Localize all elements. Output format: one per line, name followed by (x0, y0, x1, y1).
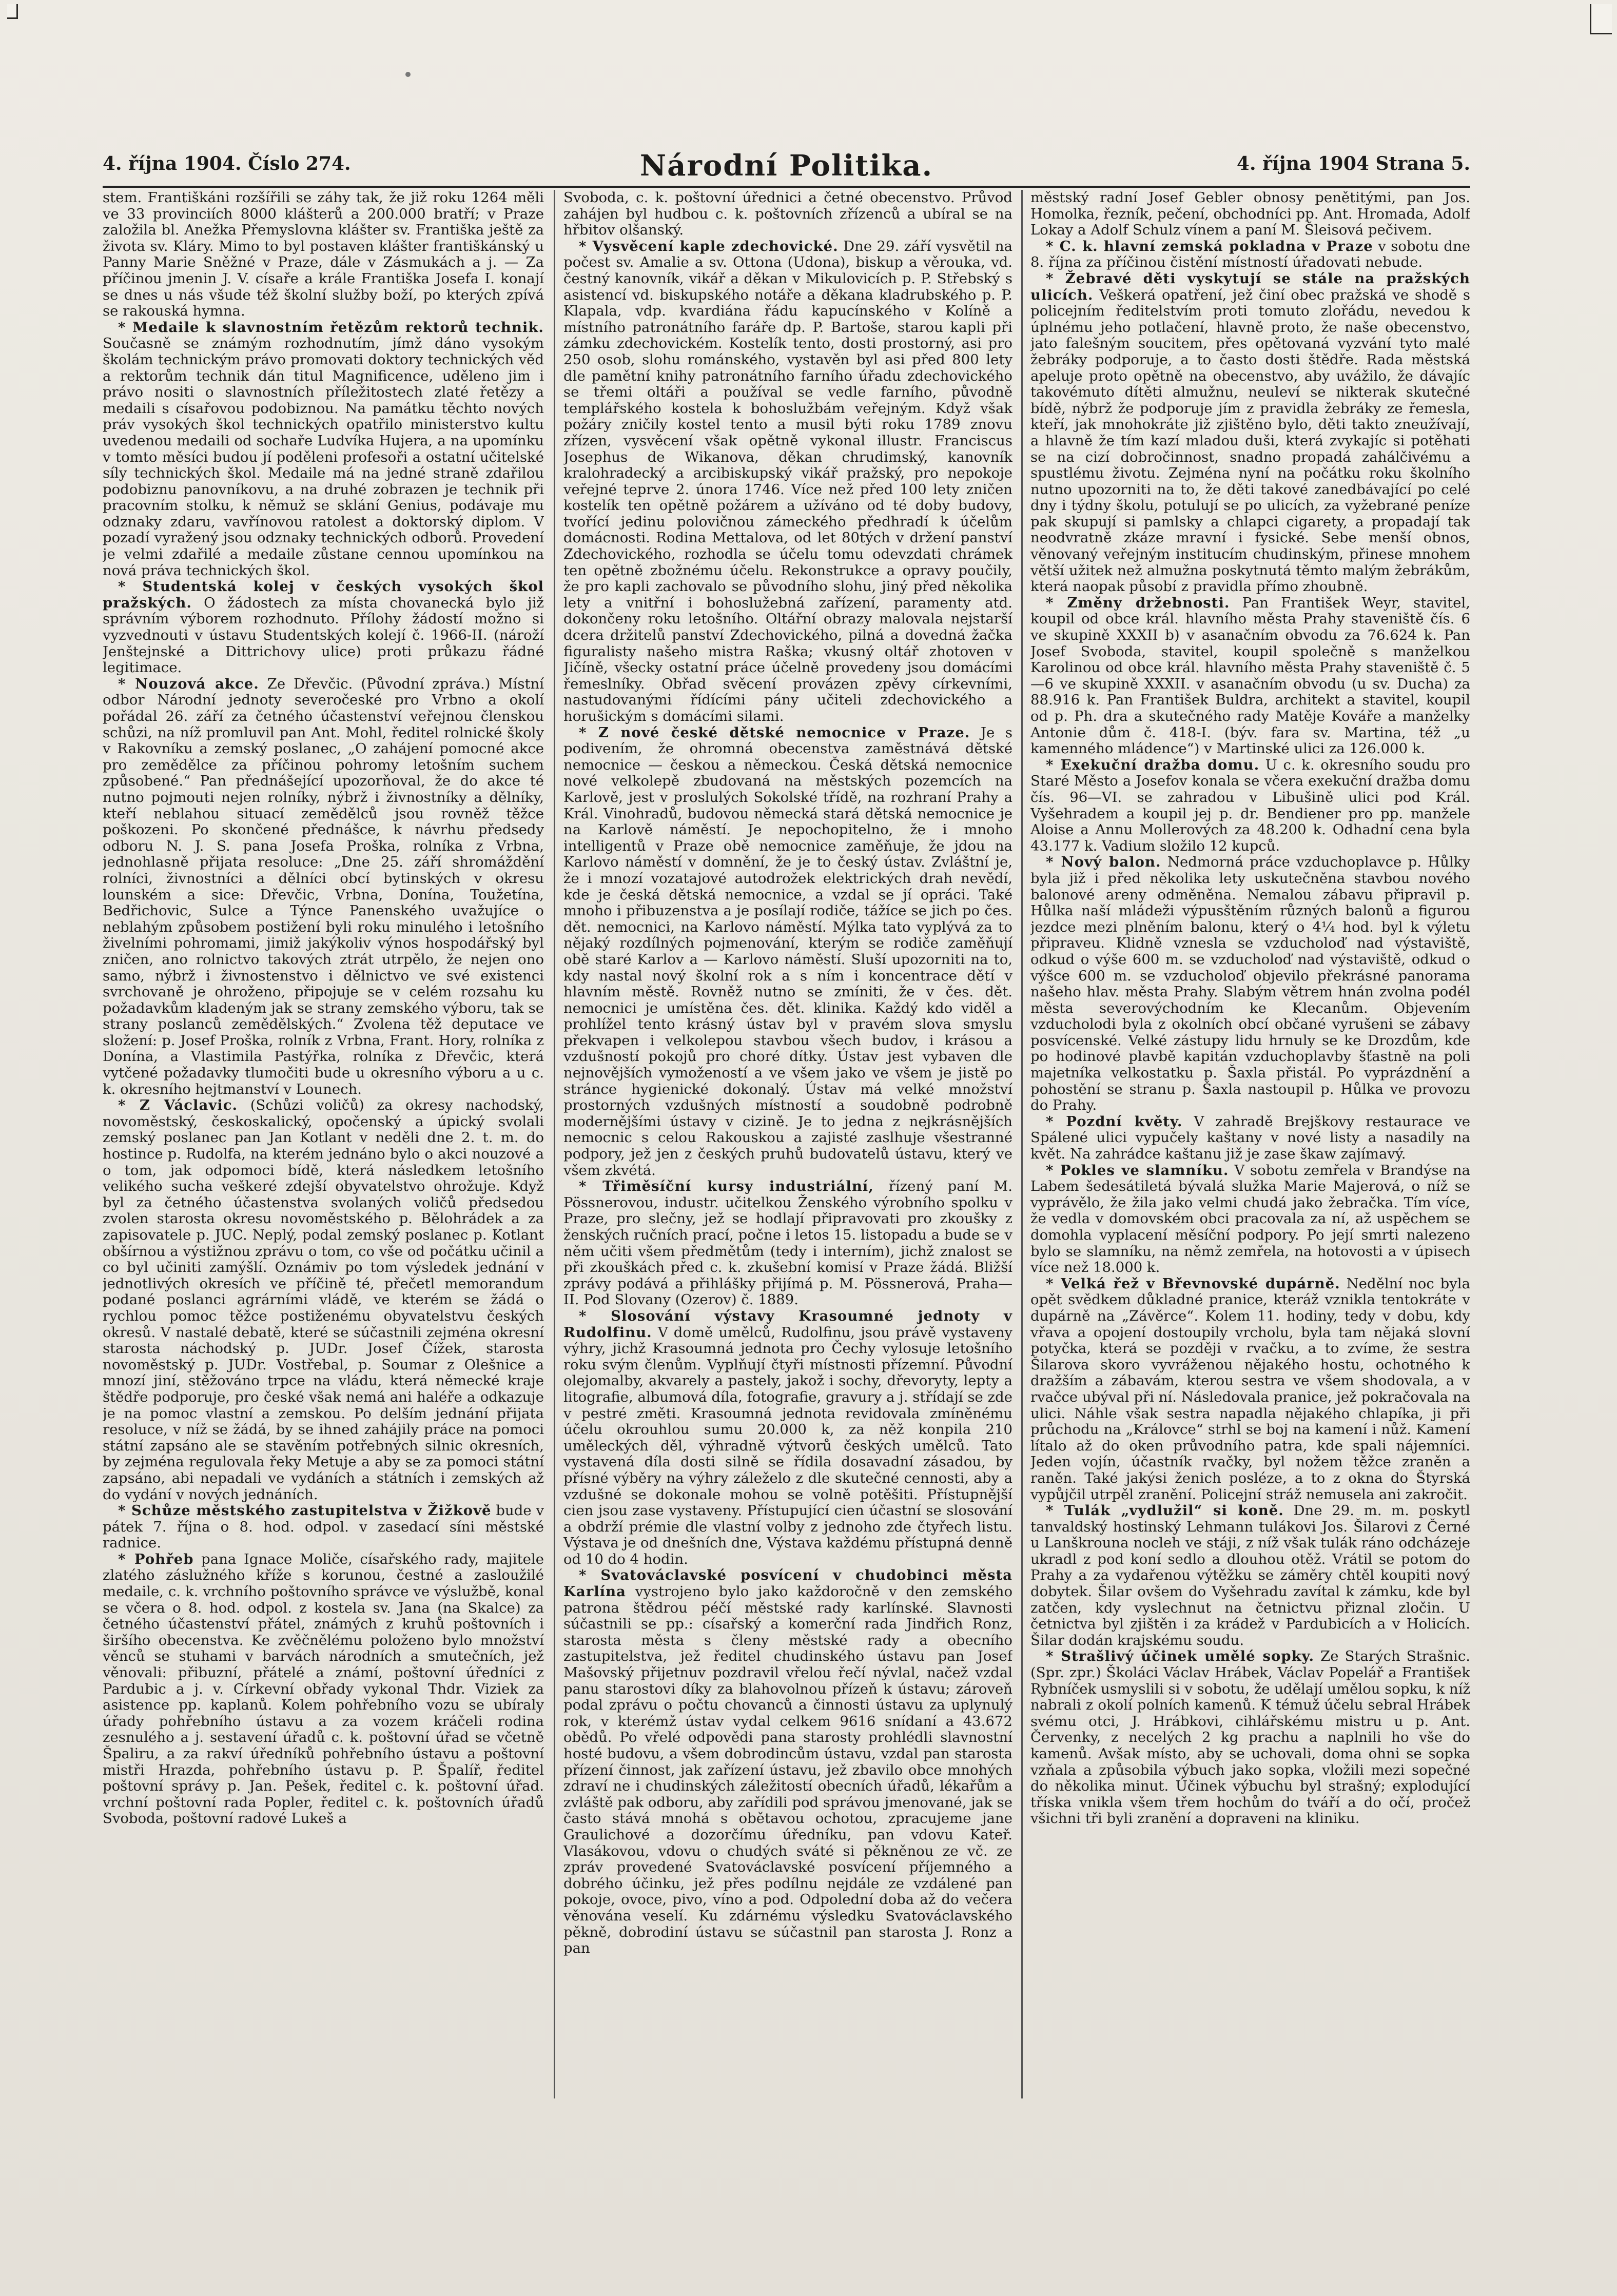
news-item-heading: * Studentská kolej v českých vysokých škol pražských. (103, 578, 544, 611)
news-item-heading: * Změny držebnosti. (1046, 594, 1230, 611)
news-item-text: Nedělní noc byla opět svědkem důkladné pranice, kteráž vznikla tentokráte v dupárně na „Závěrce“. Kolem 11. hodiny, tedy v dobu, kdy vřava a opojení dostoupily vrcholu, byla tam nějaká slovní potyčka, která se později v rvačku, a to zvíme, že sestra Šilarova skoro vyvráženou nějakého hostu, ochotného k dražším a zábavám, kterou sestra ve všem shodovala, a v rvačce ubýval při ní. Následovala pranice, jež pokračovala na ulici. Náhle však sestra napadla nějakého chlapíka, ji při průchodu na „Královce“ strhl se boj na kamení i nůž. Kamení lítalo až do oken průvodního patra, kde spali nájemníci. Jeden vojín, účastník rvačky, byl nožem těžce zraněn a raněn. Také jakýsi ženich posléze, a to z okna do Štyrská vypůjčil utrpěl zranění. Policejní stráž nemusela ani zakročit. (1030, 1275, 1470, 1503)
news-item-heading: * Pozdní květy. (1046, 1113, 1183, 1130)
news-item-text: Současně se známým rozhodnutím, jímž dáno vysokým školám technickým právo promovati doktory technických věd a rektorům technik dán titul Magnificence, uděleno jim i právo nositi o slavnostních příležitostech zlaté řetězy a medaili s císařovou podobiznou. Na památku těchto nových práv vysokých škol technických opatřilo ministerstvo kultu uvedenou medaili od sochaře Ludvíka Hujera, a na upomínku v tomto měsíci budou jí poděleni profesoři a ostatní učitelské síly technických škol. Medaile má na jedné straně zdařilou podobiznu panovníkovu, a na druhé zobrazen je technik při pracovním stolku, k němuž se sklání Genius, podávaje mu odznaky zdaru, vavřínovou ratolest a doktorský diplom. V pozadí vyražený jsou odznaky technických odborů. Provedení je velmi zdařilé a medaile zůstane cennou upomínkou na nová práva technických škol. (103, 335, 544, 579)
news-item (103, 1552, 544, 1827)
scan-corner-mark (1590, 4, 1612, 34)
news-item-heading: * Z nové české dětské nemocnice v Praze. (579, 724, 970, 741)
news-item-heading: * C. k. hlavní zemská pokladna v Praze (1046, 238, 1373, 254)
continued-paragraph (563, 190, 1012, 239)
continued-paragraph (1030, 190, 1470, 239)
news-item-heading: * Svatováclavské posvícení v chudobinci města Karlína (563, 1567, 1012, 1600)
news-item-text: V domě umělců, Rudolfinu, jsou právě vystaveny výhry, jichž Krasoumná jednota pro Čechy vylosuje letošního roku svým členům. Vyplňují čtyři místnosti přízemní. Původní olejomalby, akvarely a pastely, jakož i sochy, dřevoryty, lepty a litografie, albumová díla, fotografie, gravury a j. střídají se zde v pestré změti. Krasoumná jednota revidovala zmíněnému účelu okrouhlou sumu 20.000 k, za něž konpila 210 uměleckých děl, výhradně výtvorů českých umělců. Tato vystavená díla dosti silně se řídila dosavadní zásadou, by přísné výběry na výhry záleželo z dle skutečné cennosti, aby a vzdušné se dokonale mohou se volně potěšiti. Přístupnější cien jsou zase vystaveny. Přístupující cien účastní se slosování a obdrží prémie dle vlastní volby z jednoho zde čtyřech listu. Výstava je od dnešních dne, Výstava každému přístupná denně od 10 do 4 hodin. (563, 1324, 1012, 1567)
news-item-text: řízený paní M. Pössnerovou, industr. učitelkou Ženského výrobního spolku v Praze, pro slečny, jež se hodlají připravovati pro zkoušky z ženských ručních prací, počne i letos 15. listopadu a bude se v něm učiti všem předmětům (tedy i interním), jichž znalost se při zkouškách před c. k. zkušební komisí v Praze žádá. Bližší zprávy podává a přihlášky přijímá p. M. Pössnerová, Praha—II. Pod Slovany (Ozerov) č. 1889. (563, 1178, 1012, 1308)
column-divider (554, 190, 555, 2098)
news-item (1030, 1276, 1470, 1503)
news-item (103, 320, 544, 579)
running-head (103, 149, 1470, 183)
news-item-text: Veškerá opatření, jež činí obec pražská ve shodě s policejním ředitelstvím proti tomuto zlořádu, nevedou k úplnému jeho potlačení, hlavně proto, že naše obecenstvo, jato falešným soucitem, přes opětovaná vyzvání tyto malé žebráky podporuje, a to často dosti štědře. Rada městská apeluje proto opětně na obecenstvo, aby uvážilo, že dávajíc takovémuto dítěti almužnu, neuleví se nikterak skutečné bídě, nýbrž že podporuje jím z pravidla žebráky ze řemesla, kteří, jak mnohokráte již zjištěno bylo, děti takto zneužívají, a hlavně že tím kazí mladou duši, která zvykajíc si potěhati se na cizí dobročinnost, snadno propadá zahálčivému a spustlému životu. Zejména nyní na počátku roku školního nutno upozorniti na to, že děti takové zanedbávající po celé dny i týdny školu, potulují se po ulicích, za vyžebrané peníze pak skupují si pamlsky a chlapci cigarety, a propadají tak neodvratně zkáze mravní i fysické. Sebe menší obnos, věnovaný veřejným institucím chudinským, přinese mnohem větší užitek než almužna poskytnutá těmto malým žebrákům, která naopak působí z pravidla přímo zhoubně. (1030, 286, 1470, 595)
issue-date: 4. října 1904. Číslo 274. (103, 153, 351, 174)
text-column-3 (1030, 190, 1470, 2098)
news-item (1030, 757, 1470, 855)
news-item-text: vystrojeno bylo jako každoročně v den zemského patrona štědrou péčí městské rady karlínské. Slavnosti súčastnili se pp.: císařský a komerční rada Jindřich Ronz, starosta města s členy městské rady a obecního zastupitelstva, jež ředitel chudinského ústavu pan Josef Mašovský přijetnuv pozdravil vřelou řečí nývlal, načež vzdal panu starostovi díky za blahovolnou přízeň k ústavu; zároveň podal zprávu o počtu chovanců a činnosti ústavu za uplynulý rok, v kterémž ústav vydal celkem 9616 snídaní a 43.672 obědů. Po vřelé odpovědi pana starosty prohlédli slavnostní hosté budovu, a všem dobrodincům ústavu, vzdal pan starosta přízení činnost, jak zařízení ústavu, jež zbavilo obce mnohých zdraví ne i chudinských záležitostí obecních úřadů, lékařům a zvláště pak odboru, aby zařídili pod správou jmenované, jak se často stává mnohá s obětavou ochotou, zpracujeme jane Graulichové a dozorčímu úředníku, pan vdovu Kateř. Vlasákovou, vdovu o chudých sváté si pěkněnou ze vč. ze zpráv provedené Svatováclavské posvícení příjemného a dobrého účinku, jež přes podílnu nejdále ze vzdálené pan pokoje, ovoce, pivo, víno a pod. Odpolední doba až do večera věnována veselí. Ku zdárnému výsledku Svatováclavského pěkně, dobrodiní ústavu se súčastnil pan starosta J. Ronz a pan (563, 1583, 1012, 1957)
news-item-text: Svoboda, c. k. poštovní úřednici a četné obecenstvo. Průvod zahájen byl hudbou c. k. poštovních zřízenců a ubíral se na hřbitov olšanský. (563, 190, 1012, 239)
news-item (1030, 1503, 1470, 1649)
news-item-text: městský radní Josef Gebler obnosy penětitými, pan Jos. Homolka, řezník, pečení, obchodníci pp. Ant. Hromada, Adolf Lokay a Adolf Schulz vínem a paní M. Šleisová pečivem. (1030, 190, 1470, 239)
news-item-heading: * Velká řež v Břevnovské dupárně. (1046, 1275, 1340, 1292)
news-item-heading: * Medaile k slavnostním řetězům rektorů technik. (118, 319, 544, 336)
news-item-text: Dne 29. září vysvětil na počest sv. Amalie a sv. Ottona (Udona), biskup a věrouka, vd. čestný kanovník, vikář a děkan v Mikulovicích p. P. Střebský s asistencí vd. biskupského notáře a děkana kladrubského p. P. Klapala, vdp. kvardiána řádu kapucínského v Kolíně a místního patronátního faráře dp. P. Bartoše, starou kapli při zámku zdechovickém. Kostelík tento, dosti prostorný, asi pro 250 osob, slohu románského, vystavěn byl asi před 800 lety dle pamětní knihy patronátního farního úřadu zdechovického se třemi oltáři a používal se vedle farního, původně templářského kostela k bohoslužbám veřejným. Když však požáry zničily kostel tento a musil býti roku 1789 znovu zřízen, vysvěcení však opětně vykonal illustr. Franciscus Josephus de Wikanova, děkan chrudimský, kanovník kralohradecký a arcibiskupský vikář pražský, pro nepokoje veřejné teprve 2. února 1746. Více než před 100 lety zničen kostelík ten opětně požárem a užíváno od té doby budovy, tvořící jedinu polovičnou zámeckého předhradí k účelům domácnosti. Rodina Mettalova, od let 80tých v držení panství Zdechovického, rozhodla se účelu tomu odevzdati chrámek ten opětně zbožnému účelu. Rekonstrukce a opravy poučily, že pro kapli zachovalo se původního slohu, jiný před několika lety a vnitřní i bohoslužebná zařízení, paramenty atd. dokončeny roku letošního. Oltářní obrazy malovala nejstarší dcera držitelů panství Zdechovického, pilná a dovedná žačka figuralisty našeho mistra Raška; vkusný oltář zhotoven v Jičíně, všecky ostatní práce účelně provedeny jsou domácími řemeslníky. Obřad svěcení provázen zpěvy církevními, nastudovanými řídícími pány učiteli zdechovického a horušickým s domácími silami. (563, 238, 1012, 724)
news-item (1030, 854, 1470, 1114)
news-item (563, 1308, 1012, 1568)
news-item-text: v sobotu dne 8. října za příčinou čistění místností úřadovati nebude. (1030, 238, 1470, 271)
news-item (1030, 239, 1470, 271)
news-item-text: Ze Dřevčic. (Původní zpráva.) Místní odbor Národní jednoty severočeské pro Vrbno a okolí pořádal 26. září za četného účastenství veřejnou členskou schůzi, na níž promluvil pan Ant. Mohl, ředitel rolnické školy v Rakovníku a zemský poslanec, „O zahájení pomocné akce pro zemědělce za příčinou pohromy letošním suchem způsobené.“ Pan přednášející upozorňoval, že do akce té nutno pojmouti nejen rolníky, nýbrž i živnostníky a dělníky, kteří neblahou situací zemědělců jsou rovněž těžce poškozeni. Po skončené přednášce, k návrhu předsedy odboru N. J. S. pana Josefa Proška, rolníka z Vrbna, jednohlasně přijata resoluce: „Dne 25. září shromáždění rolníci, živnostníci a dělníci obcí bytinských v okresu lounském a sice: Dřevčic, Vrbna, Donína, Toužetína, Bedřichovic, Sulce a Týnce Panenského uvažujíce o neblahým způsobem postižení byli roku minulého i letošního živelními pohromami, jimiž jakýkoliv výnos hospodářský byl zničen, ano rolnictvo takových ztrát utrpělo, že nejen ono samo, nýbrž i živnostenstvo i dělnictvo ve své existenci svrchovaně je ohroženo, připojuje se v celém rozsahu ku požadavkům kladeným jak se strany zemského výboru, tak se strany poslanců zemědělských.“ Zvolena těž deputace ve složení: p. Josef Proška, rolník z Vrbna, Frant. Hory, rolníka z Donína, a Vlastimila Pastýřka, rolníka z Dřevčic, která vytčené požadavky tlumočiti bude u okresního výboru a u c. k. okresního hejtmanství v Lounech. (103, 675, 544, 1097)
news-item-text: (Schůzi voličů) za okresy nachodský, novoměstský, českoskalický, opočenský a úpický svolali zemský poslanec pan Jan Kotlant v neděli dne 2. t. m. do hostince p. Rudolfa, na kterém jednáno bylo o akci nouzové a o tom, jak odpomoci bídě, která následkem letošního velikého sucha veškeré zdejší obyvatelstvo ohrožuje. Když byl za četného účastenstva svolaných voličů předsedou zvolen starosta okresu novoměstského p. Bělohrádek a za zapisovatele p. JUC. Neplý, podal zemský poslanec p. Kotlant obšírnou a výstižnou zprávu o tom, co vše od počátku učinil a co byl učiniti zamýšlí. Oznámiv po tom výsledek jednání v jednotlivých okresích ve příčině té, přečetl memorandum podané poslanci agrárními vládě, ve kterém se žádá o rychlou pomoc těžce postiženému obyvatelstvu českých okresů. V nastalé debatě, které se súčastnili zejména okresní starosta náchodský p. JUDr. Josef Čížek, starosta novoměstský p. JUDr. Vostřebal, p. Soumar z Olešnice a mnozí jiní, stěžováno trpce na vládu, která německé kraje štědře podporuje, pro české však nemá ani haléře a odkazuje je na pomoc vlastní a zemskou. Po delším jednání přijata resoluce, v níž se žádá, by se ihned zahájily práce na pomoci státní zapsáno ale se stavěním potřebných silnic okresních, by zejména regulovala řeky Metuje a aby se za pomoci státní zapsáno, abi nepadali ve vydáních a státních i zemských až do vydání v nových jednáních. (103, 1097, 544, 1503)
continued-paragraph (103, 190, 544, 320)
news-item-text: U c. k. okresního soudu pro Staré Město a Josefov konala se včera exekuční dražba domu čís. 96—VI. se zahradou v Libušině ulici pod Král. Vyšehradem a koupil jej p. dr. Bendiener pro pp. manžele Aloise a Annu Mollerových za 48.200 k. Odhadní cena byla 43.177 k. Vadium složilo 12 kupců. (1030, 756, 1470, 854)
news-item (563, 1179, 1012, 1308)
text-column-1 (103, 190, 544, 2098)
page-number: 4. října 1904 Strana 5. (1236, 153, 1470, 174)
column-divider (1021, 190, 1023, 2098)
news-item-text: Ze Starých Strašnic. (Spr. zpr.) Školáci Václav Hrábek, Václav Popelář a František Rybníček usmyslili si v sobotu, že udělají umělou sopku, k níž nabrali z okolí polních kamenů. K témuž účelu sebral Hrábek svému otci, J. Hrábkovi, cihlářskému mistru u p. Ant. Červenky, z necelých 2 kg prachu a naplnili ho vše do kamenů. Avšak místo, aby se uchovali, doma ohni se sopka vzňala a způsobila výbuch jako sopka, vložili mezi sopečné do několika minut. Účinek výbuchu byl strašný; explodující tříska vnikla všem třem hochům do tváří a do očí, pročež všichni tři byli zranění a dopraveni na kliniku. (1030, 1648, 1470, 1827)
news-item-heading: * Třiměsíční kursy industriální, (579, 1178, 874, 1195)
news-item-heading: * Tulák „vydlužil“ si koně. (1046, 1502, 1284, 1519)
news-item-heading: * Vysvěcení kaple zdechovické. (579, 238, 839, 254)
news-item-text: Dne 29. m. m. poskytl tanvaldský hostinský Lehmann tulákovi Jos. Šilarovi z Černé u Lanškrouna nocleh ve stáji, z níž však tulák ráno odcházeje ukradl z pod koní sedlo a dlouhou otěž. Vrátil se potom do Prahy a za vydařenou výtěžku se záměry chtěl koupiti nový dobytek. Šilar ovšem do Vyšehradu zavítal k zámku, kde byl zatčen, kdy vyslechnut na četnictvu přiznal zločin. U četnictva byl zjištěn i za krádež v Pardubicích a v Holicích. Šilar dodán krajskému soudu. (1030, 1502, 1470, 1649)
news-item-heading: * Pohřeb (118, 1551, 194, 1567)
news-item-text: V zahradě Brejškovy restaurace ve Spálené ulici vypučely kaštany v nové listy a nasadily na květ. Na zahrádce kaštanu již je zase škaw zajímavý. (1030, 1113, 1470, 1163)
news-item-heading: * Schůze městského zastupitelstva v Žižkově (118, 1502, 492, 1519)
news-item-heading: * Slosování výstavy Krasoumné jednoty v Rudolfinu. (563, 1307, 1012, 1341)
news-item-text: O žádostech za místa chovanecká bylo již správním výborem rozhodnuto. Přílohy žádostí možno si vyzvednouti v ústavu Studentských kolejí č. 1966-II. (nároží Jenštejnské a Dittrichovy ulice) proti průkazu řádné legitimace. (103, 594, 544, 676)
news-item (103, 1503, 544, 1552)
news-item (1030, 1114, 1470, 1163)
news-item-text: Nedmorná práce vzduchoplavce p. Hůlky byla již i před několika lety uskutečněna stavbou nového balonové areny odměněna. Nemalou zábavu připravil p. Hůlka naší mládeži výpusštěním různých balonů a figurou jezdce mezi plněním balonu, který o 4¼ hod. byl k výletu připraveu. Klidně vznesla se vzducholoď nad výstaviště, odkud o výše 600 m. se vzducholoď nad výstaviště, odkud o výšce 600 m. se vzducholoď objevilo překrásné panorama našeho hlav. města Prahy. Slabým větrem hnán zvolna podél města severovýchodním ke Klecanům. Objevením vzducholodi byla z okolních obcí občané vyrušeni se zábavy posvícenské. Velké zástupy lidu hrnuly se ke Drozdům, kde po hodinové plavbě kapitán vzduchoplavby šťastně na poli majetníka velkostatku p. Šaxla přistál. Po vyprázdnění a pohostění se stranu p. Šaxla nastoupil p. Hůlka ve provozu do Prahy. (1030, 854, 1470, 1114)
header-rule (103, 186, 1470, 188)
news-item-text: V sobotu zemřela v Brandýse na Labem šedesátiletá bývalá služka Marie Majerová, o níž se vyprávělo, že žila jako velmi chudá jako žebračka. Tím více, že vedla v domovském obci pracovala za ní, až uspěchem se domohla vyplacení měsíční podpory. Po její smrti nalezeno bylo se slamníku, na němž zemřela, na hotovosti a v úpisech více než 18.000 k. (1030, 1162, 1470, 1276)
news-item-heading: * Pokles ve slamníku. (1046, 1162, 1229, 1179)
news-item-text: pana Ignace Moliče, císařského rady, majitele zlatého záslužného kříže s korunou, čestné a zasloužilé medaile, c. k. vrchního poštovního správce ve výslužbě, konal se včera o 8. hod. odpol. z kostela sv. Jana (na Skalce) za četného účastenství přátel, známých z kruhů poštovních i širšího obecenstva. Ke zvěčnělému položeno bylo množství věnců se stuhami v barvách národních a smutečních, jež věnovali: přibuzní, přátelé a známí, poštovní úředníci z Pardubic a j. v. Církevní obřady vykonal Thdr. Viziek za asistence pp. kaplanů. Kolem pohřebního vozu se ubíraly úřady pohřebního ústavu a za vozem kráčeli rodina zesnulého a j. sestavení úřadů c. k. poštovní úřad se včetně Špaliru, a za rakví úředníků pohřebního ústavu a poštovní mistři Hrazda, pohřebního ústavu p. P. Špalíř, ředitel poštovní správy p. Jan. Pešek, ředitel c. k. poštovní úřad. vrchní poštovní rada Popler, ředitel c. k. poštovních úřadů Svoboda, poštovní radové Lukeš a (103, 1551, 544, 1827)
news-item (1030, 1649, 1470, 1827)
news-item-heading: * Exekuční dražba domu. (1046, 756, 1260, 773)
news-item (1030, 595, 1470, 757)
news-item (103, 579, 544, 676)
news-item (563, 239, 1012, 725)
news-item (1030, 271, 1470, 595)
news-item-heading: * Strašlivý účinek umělé sopky. (1046, 1648, 1315, 1665)
news-item (103, 1097, 544, 1503)
news-item-heading: * Nový balon. (1046, 854, 1161, 871)
scan-corner-mark (7, 4, 18, 19)
news-item-text: Pan František Weyr, stavitel, koupil od obce král. hlavního města Prahy staveniště čís. 6 ve skupině XXXII b) v asanačním obvodu za 76.624 k. Pan Josef Svoboda, stavitel, koupil společně s manželkou Karolinou od obce král. hlavního města Prahy staveniště č. 5—6 ve skupině XXXII. v asanačním obvodu (u sv. Ducha) za 88.916 k. Pan František Buldra, architekt a stavitel, koupil od p. Ph. dra a skutečného rady Matěje Kováře a manželky Antonie dům č. 418-I. (býv. fara sv. Martina, též „u kamenného mládence“) v Martinské ulici za 126.000 k. (1030, 594, 1470, 757)
news-item-text: bude v pátek 7. října o 8. hod. odpol. v zasedací síni městské radnice. (103, 1502, 544, 1552)
newspaper-title: Národní Politika. (639, 149, 933, 183)
news-item (563, 725, 1012, 1179)
news-item (103, 676, 544, 1097)
news-item-heading: * Nouzová akce. (118, 675, 259, 692)
news-item-text: stem. Františkáni rozšířili se záhy tak, že již roku 1264 měli ve 33 provinciích 8000 klášterů a 200.000 bratří; v Praze založila bl. Anežka Přemyslovna klášter sv. Františka ještě za života sv. Kláry. Mimo to byl postaven klášter františkánský u Panny Marie Sněžné v Praze, dále v Zásmukách a j. — Za příčinou jmenin J. V. císaře a krále Františka Josefa I. konají se dnes u nás všude též školní služby boží, po kterých zpívá se rakouská hymna. (103, 190, 544, 320)
news-item-text: Je s podivením, že ohromná obecenstva zaměstnává dětské nemocnice — českou a německou. Česká dětská nemocnice nové velkolepě zbudovaná na městských pozemcích na Karlově, jest v proslulých Sokolské třídě, na rozhraní Prahy a Král. Vinohradů, budovou německá stará dětská nemocnice je na Karlově náměstí. Je nepochopitelno, že i mnoho intelligentů v Praze obě nemocnice zaměňuje, že jdou na Karlovo náměstí v domnění, že je to český ústav. Zvláštní je, že i mnozí vozatajové autodrožek elektrických drah nevědí, kde je česká dětská nemocnice, a vzdal se jí opráci. Také mnoho i přibuzenstva a je posílají rodiče, tážíce se jich po čes. dět. nemocnici, na Karlovo náměstí. Mýlka tato vyplývá za to nějaký rozdílných pojmenování, kterým se rodiče zaměňují obě staré Karlov a — Karlovo náměstí. Sluší upozorniti na to, kdy nastal nový školní rok a s ním i koncentrace dětí v hlavním městě. Rovněž nutno se zmíniti, že v čes. dět. nemocnici je umístěna čes. dět. klinika. Každý kdo viděl a prohlížel tento krásný ústav byl v pravém slova smyslu překvapen i velkolepou stavbou všech budov, i krásou a vzdušností pokojů pro choré dítky. Ústav jest vybaven dle nejnovějších vymožeností a ve všem jako ve všem je jistě po stránce hygienické dokonalý. Ústav má velké množství prostorných vzdušných místností a soudobně podrobně modernějšími ústavy v cizině. Je to jedna z nejkrásnějších nemocnic s celou Rakouskou a zajisté zaslhuje všestranné podpory, jež jen z českých pruhů budovatelů ústavu, který ve všem zkvétá. (563, 724, 1012, 1179)
ink-dot (405, 72, 411, 77)
news-item (563, 1567, 1012, 1956)
news-item-heading: * Žebravé děti vyskytují se stále na pražských ulicích. (1030, 270, 1470, 303)
news-item (1030, 1163, 1470, 1276)
text-column-2 (563, 190, 1012, 2098)
news-item-heading: * Z Václavic. (118, 1097, 238, 1114)
